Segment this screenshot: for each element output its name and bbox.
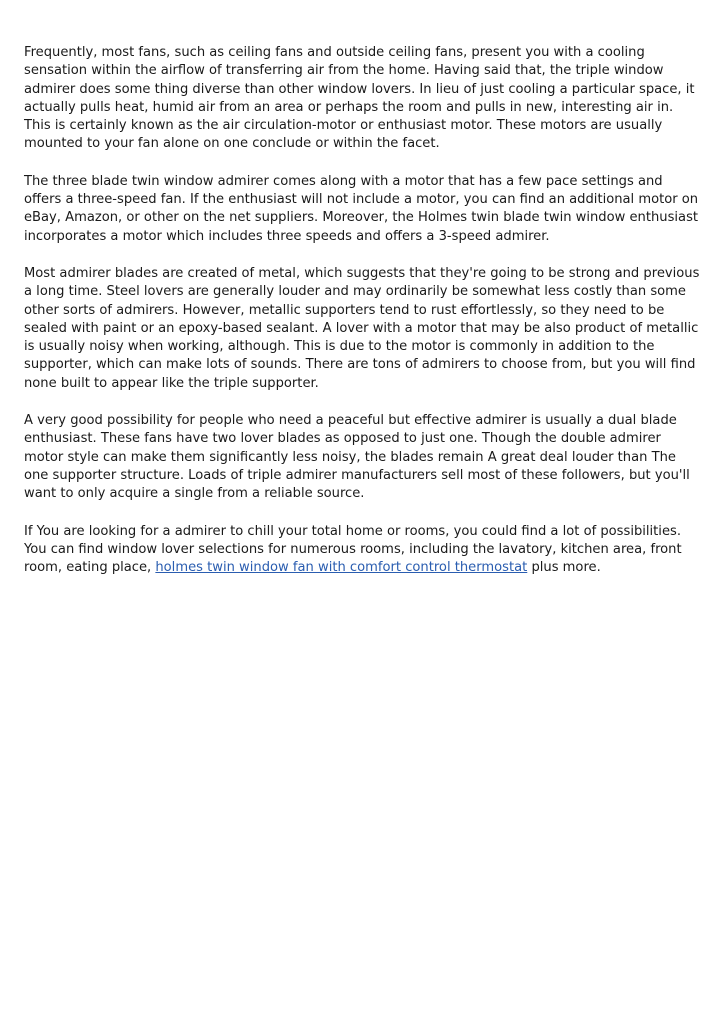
product-link[interactable]: holmes twin window fan with comfort control thermostat (155, 560, 528, 576)
paragraph-2: The three blade twin window admirer comes along with a motor that has a few pace settings and offers a three-speed fan. If the enthusiast will not include a motor, you can find an additional motor on eBay, Amazon, or other on the net suppliers. Moreover, the Holmes twin blade twin window enthusiast incorporates a motor which includes three speeds and offers a 3-speed admirer. (24, 173, 699, 244)
paragraph-4: A very good possibility for people who need a peaceful but effective admirer is usually a dual blade enthusiast. These fans have two lover blades as opposed to just one. Though the double admirer motor style can make them significantly less noisy, the blades remain A great deal louder than The one supporter structure. Loads of triple admirer manufacturers sell most of these followers, but you'll want to only acquire a single from a reliable source. (24, 413, 690, 502)
paragraph-5-text-before-link: If You are looking for a admirer to chill your total home or rooms, you could find a lot of possibilities. You can find window lover selections for numerous rooms, including the lavatory, kitchen area, front room, eating place, (24, 523, 682, 576)
document-body (24, 44, 700, 596)
paragraph-5 (24, 523, 700, 578)
paragraph-5-text-after-link: plus more. (527, 560, 601, 576)
paragraph-1: Frequently, most fans, such as ceiling fans and outside ceiling fans, present you with a cooling sensation within the airflow of transferring air from the home. Having said that, the triple window admirer does some thing diverse than other window lovers. In lieu of just cooling a particular space, it actually pulls heat, humid air from an area or perhaps the room and pulls in new, interesting air in. This is certainly known as the air circulation-motor or enthusiast motor. These motors are usually mounted to your fan alone on one conclude or within the facet. (24, 45, 695, 152)
paragraph-3: Most admirer blades are created of metal, which suggests that they're going to be strong and previous a long time. Steel lovers are generally louder and may ordinarily be somewhat less costly than some other sorts of admirers. However, metallic supporters tend to rust effortlessly, so they need to be sealed with paint or an epoxy-based sealant. A lover with a motor that may be also product of metallic is usually noisy when working, although. This is due to the motor is commonly in addition to the supporter, which can make lots of sounds. There are tons of admirers to choose from, but you will find none built to appear like the triple supporter. (24, 265, 700, 391)
